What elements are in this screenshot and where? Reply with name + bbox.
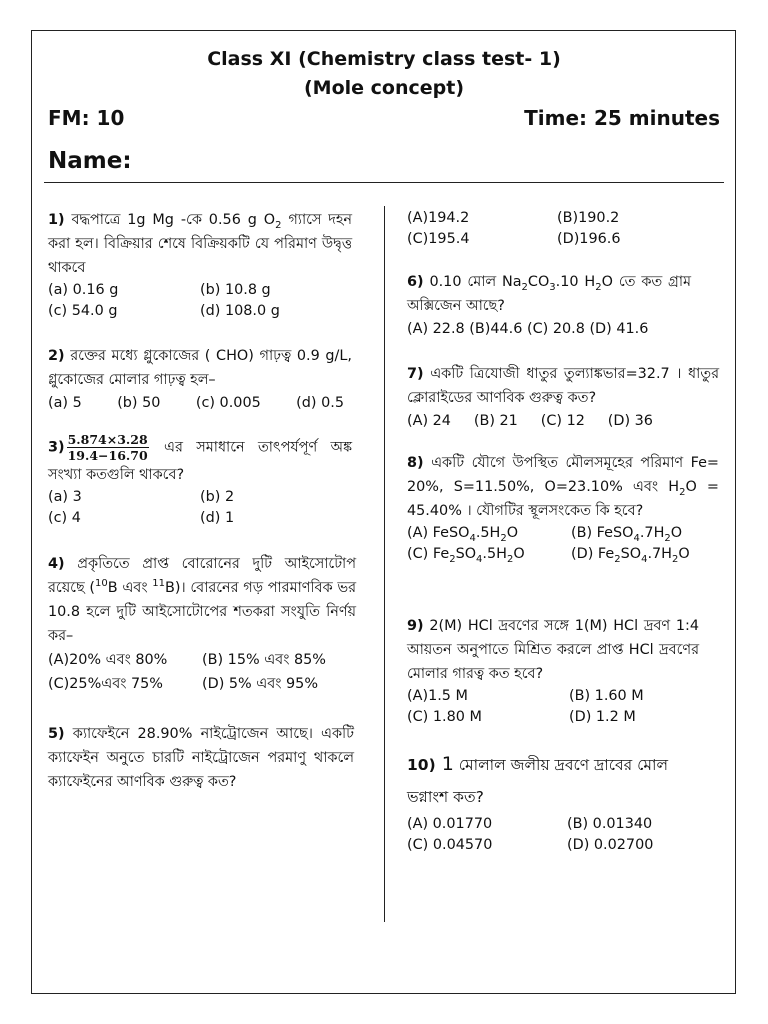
option-b: (B) $FeSO_4.7H_2O$ — [571, 525, 683, 544]
option-d: (D) $Fe_2SO_4.7H_2O$ — [571, 546, 690, 565]
test-title: Class XI (Chemistry class test- 1) — [207, 48, 561, 70]
option-b: (B) 21 — [473, 413, 518, 429]
option-d: (d) 108.0 g — [200, 303, 280, 319]
option-a: (A)20% এবং 80% — [48, 652, 168, 668]
option-c: (C)195.4 — [407, 231, 470, 247]
option-d: (D) 1.2 M — [569, 709, 636, 725]
option-a: (A)1.5 M — [407, 688, 468, 704]
option-b: (B)190.2 — [557, 210, 620, 226]
option-a: (A)194.2 — [407, 210, 470, 226]
option-b: (B) 15% এবং 85% — [202, 652, 326, 668]
question-4: 4) প্রকৃতিতে প্রাপ্ত বোরোনের দুটি আইসোটোপ রয়েছে ($^{10}$B এবং $^{11}$B)। বোরনের গড় পারমাণবিক ভর 10.8 হলে দুটি আইসোটোপের শতকরা সংযুতি নির্ণয় কর– (A)20% এবং 80% (B) 15% এবং 85% (C)25%এবং 75% (D) 5% এবং 95% — [48, 552, 356, 696]
option-a: (a) 3 — [48, 489, 82, 505]
option-c: (C) $Fe_2SO_4.5H_2O$ — [407, 546, 525, 565]
time-limit: Time: 25 minutes — [524, 106, 720, 130]
option-b: (b) 50 — [117, 395, 161, 411]
column-divider — [384, 206, 385, 922]
option-c: (c) 54.0 g — [48, 303, 118, 319]
option-a: (a) 5 — [48, 395, 82, 411]
option-c: (C)25%এবং 75% — [48, 676, 163, 692]
question-9: 9) 2(M) HCl দ্রবণের সঙ্গে 1(M) HCl দ্রবণ 1:4 আয়তন অনুপাতে মিশ্রিত করলে প্রাপ্ত HCl দ্রবণের মোলার গারত্ব কত হবে? (A)1.5 M (B) 1.60 M (C) 1.80 M (D) 1.2 M — [407, 614, 699, 728]
question-6: 6) 0.10 মোল $Na_2CO_3.10$ $H_2O$ তে কত গ্রাম অক্সিজেন আছে? (A) 22.8 (B)44.6 (C) 20.8 (D) 41.6 — [407, 270, 691, 340]
option-a: (A) 0.01770 — [407, 816, 493, 832]
name-label: Name: — [48, 148, 132, 174]
test-subtitle: (Mole concept) — [303, 77, 464, 99]
option-c: (C) 1.80 M — [407, 709, 482, 725]
option-b: (b) 2 — [200, 489, 235, 505]
option-b: (B) 0.01340 — [567, 816, 653, 832]
option-c: (c) 4 — [48, 510, 81, 526]
option-a: (A) $FeSO_4.5H_2O$ — [407, 525, 519, 544]
option-c: (C) 0.04570 — [407, 837, 493, 853]
header-divider — [44, 182, 724, 183]
full-marks: FM: 10 — [48, 106, 125, 130]
option-d: (d) 1 — [200, 510, 235, 526]
question-3: 3) $\frac{5.874\times 3.28}{19.4-16.70}$ এর সমাধানে তাৎপর্যপূর্ণ অঙ্ক সংখ্যা কতগুলি থাকবে? (a) 3 (b) 2 (c) 4 (d) 1 — [48, 432, 352, 529]
question-7: 7) একটি ত্রিযোজী ধাতুর তুল্যাঙ্কভার=32.7 । ধাতুর ক্লোরাইডের আণবিক গুরুত্ব কত? (A) 24 (B) 21 (C) 12 (D) 36 — [407, 362, 719, 432]
options-line: (A) 22.8 (B)44.6 (C) 20.8 (D) 41.6 — [407, 321, 649, 337]
fraction-expression: $\frac{5.874\times 3.28}{19.4-16.70}$ — [67, 432, 148, 463]
option-c: (c) 0.005 — [195, 395, 261, 411]
option-a: (A) 24 — [407, 413, 451, 429]
option-b: (B) 1.60 M — [569, 688, 644, 704]
question-5-options — [407, 208, 707, 250]
option-a: (a) 0.16 g — [48, 282, 119, 298]
option-d: (D) 0.02700 — [567, 837, 654, 853]
option-b: (b) 10.8 g — [200, 282, 271, 298]
option-d: (d) 0.5 — [296, 395, 344, 411]
option-d: (D) 5% এবং 95% — [202, 676, 318, 692]
option-d: (D)196.6 — [557, 231, 621, 247]
option-c: (C) 12 — [540, 413, 585, 429]
question-1: 1) বদ্ধপাত্রে 1g Mg -কে 0.56 g $O_2$ গ্যাসে দহন করা হল। বিক্রিয়ার শেষে বিক্রিয়কটি যে পরিমাণ উদ্বৃত্ত থাকবে (a) 0.16 g (b) 10.8 g (c) 54.0 g (d) 108.0 g — [48, 208, 352, 322]
question-2: 2) রক্তের মধ্যে গ্লুকোজের ( CHO) গাঢ়ত্ব 0.9 g/L, গ্লুকোজের মোলার গাঢ়ত্ব হল– (a) 5 (b) 50 (c) 0.005 (d) 0.5 — [48, 344, 352, 414]
question-5: 5) ক্যাফেইনে 28.90% নাইট্রোজেন আছে। একটি ক্যাফেইন অনুতে চারটি নাইট্রোজেন পরমাণু থাকলে ক্যাফেইনের আণবিক গুরুত্ব কত? — [48, 726, 354, 790]
question-10: 10) 1 মোলাল জলীয় দ্রবণে দ্রাবের মোল ভগ্নাংশ কত? (A) 0.01770 (B) 0.01340 (C) 0.04570 (D) 0.02700 — [407, 748, 707, 856]
option-d: (D) 36 — [607, 413, 653, 429]
question-8: 8) একটি যৌগে উপস্থিত মৌলসমূহের পরিমাণ Fe= 20%, S=11.50%, O=23.10% এবং $H_2O = 45.40\%$ । যৌগটির স্থূলসংকেত কি হবে? (A) $FeSO_4.5H_2O$ (B) $FeSO_4.7H_2O$ (C) $Fe_2SO_4.5H_2O$ (D) $Fe_2SO_4.7H_2O$ — [407, 455, 719, 565]
